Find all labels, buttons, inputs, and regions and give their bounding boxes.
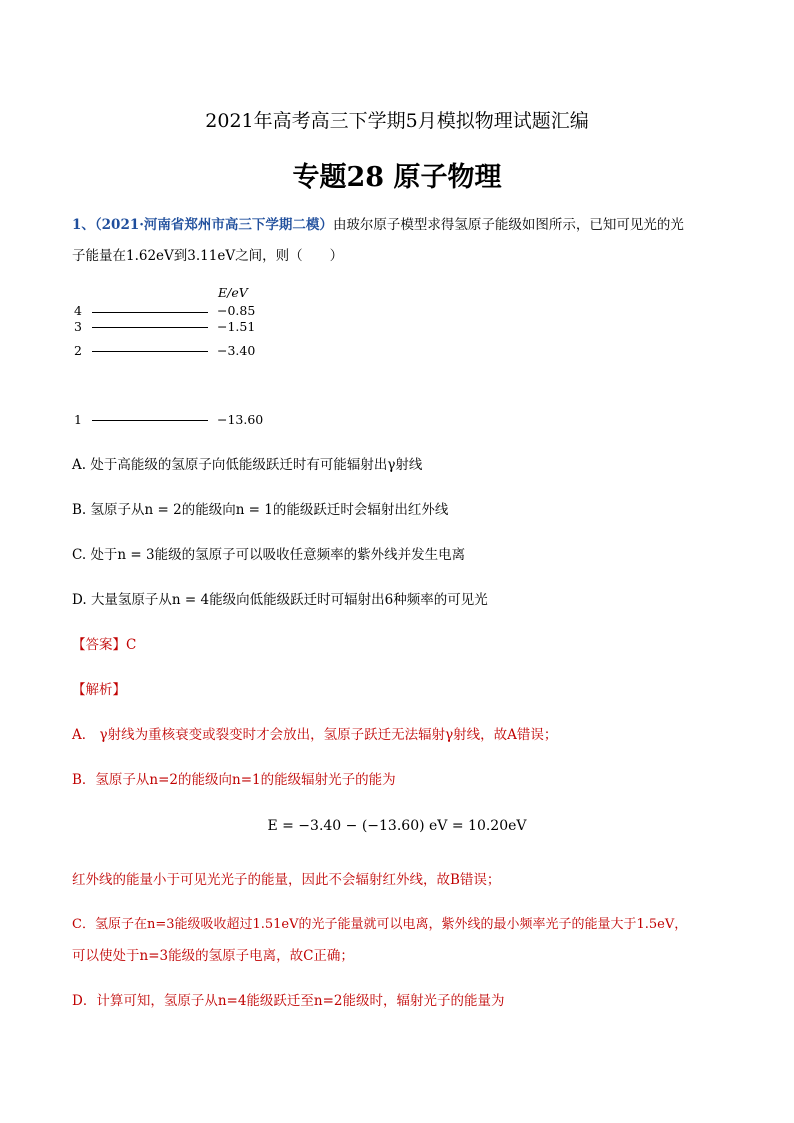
question-stem-line1 [72,213,684,233]
option-b [72,498,448,518]
question-text-1: 由玻尔原子模型求得氢原子能级如图所示，已知可见光的光 [332,217,684,233]
level-number: 1 [74,412,82,427]
level-energy: −0.85 [217,303,256,318]
question-source: （2021·河南省郑州市高三下学期二模） [94,217,333,233]
analysis-b2: 红外线的能量小于可见光光子的能量，因此不会辐射红外线，故B错误； [72,872,501,888]
collection-title: 2021年高考高三下学期5月模拟物理试题汇编 [205,110,589,132]
option-text: 处于n = 3能级的氢原子可以吸收任意频率的紫外线并发生电离 [90,547,466,563]
level-energy: −13.60 [217,412,264,427]
option-label: A. [72,457,87,473]
option-c [72,543,465,563]
analysis-c2: 可以使处于n=3能级的氢原子电离，故C正确； [72,948,354,964]
option-text: 大量氢原子从n = 4能级向低能级跃迁时可辐射出6种频率的可见光 [90,592,488,608]
analysis-tag: 【解析】 [72,682,126,698]
energy-equation: E = −3.40 − (−13.60) eV = 10.20eV [267,818,527,834]
level-energy: −3.40 [217,343,256,358]
answer-line [72,633,136,653]
energy-axis-label: E/eV [218,285,248,300]
level-line [92,351,208,352]
analysis-c1: C．氢原子在n=3能级吸收超过1.51eV的光子能量就可以电离，紫外线的最小频率光子的能量大于1.5eV， [72,917,688,932]
option-text: 氢原子从n = 2的能级向n = 1的能级跃迁时会辐射出红外线 [90,502,449,518]
analysis-d: D．计算可知，氢原子从n=4能级跃迁至n=2能级时，辐射光子的能量为 [72,993,505,1009]
answer-value: C [126,637,137,653]
option-label: D. [72,592,87,608]
level-number: 3 [74,319,82,334]
answer-tag: 【答案】 [72,637,126,653]
level-line [92,420,208,421]
level-number: 4 [74,303,82,318]
question-number: 1、 [72,217,95,233]
level-line [92,327,208,328]
option-a [72,453,422,473]
analysis-b: B．氢原子从n=2的能级向n=1的能级辐射光子的能为 [72,772,396,788]
option-d [72,588,488,608]
level-line [92,312,208,313]
option-label: B. [72,502,87,518]
level-energy: −1.51 [217,319,256,334]
analysis-a: A． γ射线为重核衰变或裂变时才会放出，氢原子跃迁无法辐射γ射线，故A错误； [72,727,558,743]
option-label: C. [72,547,87,563]
option-text: 处于高能级的氢原子向低能级跃迁时有可能辐射出γ射线 [90,457,423,473]
question-stem-line2: 子能量在1.62eV到3.11eV之间，则（ ） [72,248,344,264]
topic-title: 专题28 原子物理 [292,162,502,193]
level-number: 2 [74,343,82,358]
